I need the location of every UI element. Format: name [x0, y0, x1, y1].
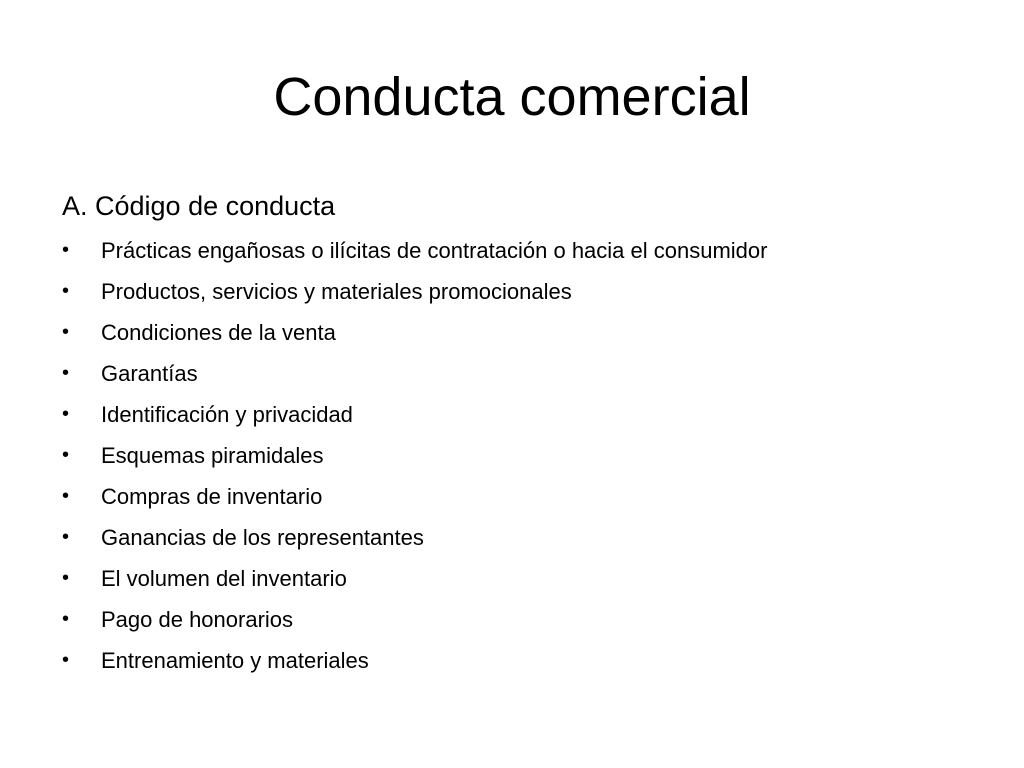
bullet-list — [62, 230, 982, 681]
bullet-text: Esquemas piramidales — [101, 443, 324, 468]
bullet-item — [62, 271, 982, 312]
bullet-item — [62, 517, 982, 558]
bullet-text: Ganancias de los representantes — [101, 525, 424, 550]
slide-title: Conducta comercial — [273, 67, 751, 127]
bullet-text: Condiciones de la venta — [101, 320, 336, 345]
bullet-icon: • — [62, 444, 70, 466]
bullet-icon: • — [62, 362, 70, 384]
bullet-icon: • — [62, 280, 70, 302]
bullet-item — [62, 599, 982, 640]
bullet-icon: • — [62, 649, 70, 671]
bullet-item — [62, 353, 982, 394]
bullet-icon: • — [62, 321, 70, 343]
bullet-icon: • — [62, 485, 70, 507]
bullet-item — [62, 230, 982, 271]
bullet-text: Productos, servicios y materiales promocionales — [101, 279, 572, 304]
bullet-text: Pago de honorarios — [101, 607, 294, 632]
bullet-text: Prácticas engañosas o ilícitas de contratación o hacia el consumidor — [101, 238, 768, 263]
bullet-text: Identificación y privacidad — [101, 402, 353, 427]
bullet-text: Entrenamiento y materiales — [101, 648, 369, 673]
bullet-item — [62, 312, 982, 353]
bullet-icon: • — [62, 608, 70, 630]
bullet-text: Garantías — [101, 361, 198, 386]
bullet-icon: • — [62, 567, 70, 589]
bullet-icon: • — [62, 239, 70, 261]
bullet-item — [62, 558, 982, 599]
bullet-text: Compras de inventario — [101, 484, 323, 509]
bullet-item — [62, 476, 982, 517]
section-heading: A. Código de conducta — [62, 191, 336, 221]
bullet-item — [62, 394, 982, 435]
bullet-icon: • — [62, 403, 70, 425]
bullet-icon: • — [62, 526, 70, 548]
bullet-text: El volumen del inventario — [101, 566, 347, 591]
bullet-item — [62, 640, 982, 681]
bullet-item — [62, 435, 982, 476]
slide-content — [62, 188, 982, 681]
